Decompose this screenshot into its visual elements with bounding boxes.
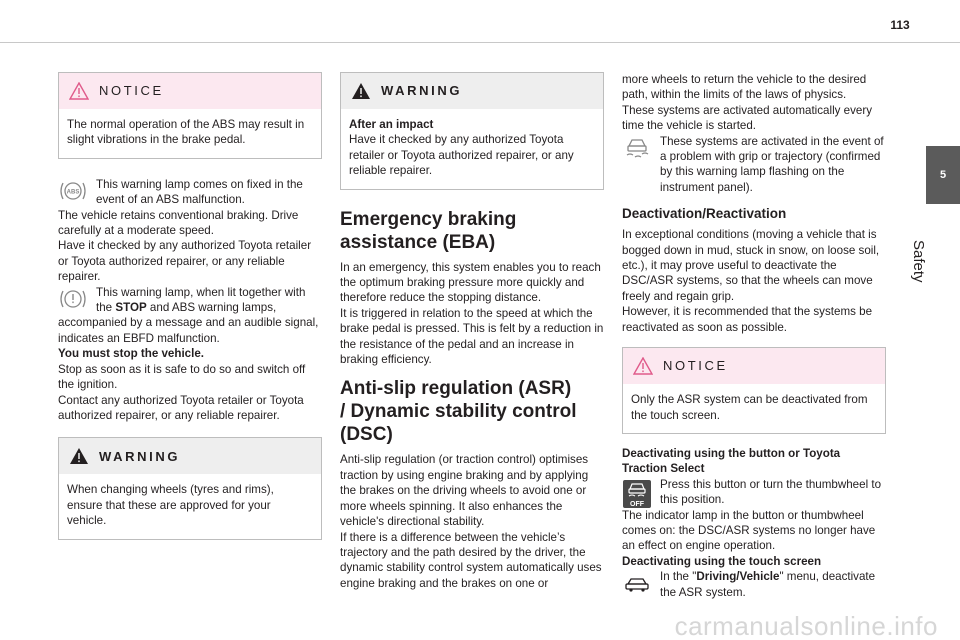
must-stop-text: You must stop the vehicle. (58, 347, 205, 361)
notice-title: NOTICE (663, 358, 728, 374)
activated-text: These systems are activated automatically every time the vehicle is started. (622, 103, 873, 133)
eba-paragraph-2: It is triggered in relation to the speed at which the brake pedal is pressed. This is felt by a reduction in the resistance of the pedal and an increase in braking efficiency. (340, 306, 604, 367)
abs-lamp-lead: This warning lamp comes on fixed in the event of an ABS malfunction. (96, 177, 303, 207)
dsc-warning-lamp-icon (622, 136, 652, 160)
contact-text: Contact any authorized Toyota retailer or Toyota authorized repairer, or any reliable repairer. (58, 393, 304, 422)
warning-title: WARNING (99, 448, 181, 464)
button-text: Press this button or turn the thumbwheel to this position. (660, 477, 882, 507)
abs-lamp-rest: The vehicle retains conventional braking. Drive carefully at a moderate speed. (58, 208, 299, 238)
abs-icon-label: ABS (66, 189, 80, 196)
section-tab[interactable]: 5 (926, 146, 960, 204)
brake-warning-lamp-icon (58, 287, 88, 311)
notice-header (59, 73, 321, 109)
button-paragraph (622, 477, 886, 508)
eba-heading: Emergency braking assistance (EBA) (340, 208, 517, 253)
notice-header (623, 348, 885, 384)
warning-box (340, 72, 604, 190)
warning-triangle-icon (69, 447, 89, 465)
abs-lamp-paragraph (58, 177, 322, 285)
notice-box (58, 72, 322, 159)
warning-text: When changing wheels (tyres and rims), ensure that these are approved for your vehicle. (67, 483, 274, 528)
warning-title: WARNING (381, 83, 463, 99)
car-settings-icon (622, 571, 652, 595)
abs-lamp-rest2: Have it checked by any authorized Toyota retailer or Toyota authorized repairer, or any reliable repairer. (58, 239, 312, 284)
eba-paragraph-1: In an emergency, this system enables you to reach the optimum braking pressure more quickly and therefore reduce the stopping distance. (340, 260, 601, 305)
asr-continued: more wheels to return the vehicle to the desired path, within the limits of the laws of physics. (622, 73, 867, 102)
notice-box (622, 347, 886, 434)
notice-triangle-icon (633, 357, 653, 375)
asr-paragraph-1: Anti-slip regulation (or traction control) optimises traction by using engine braking and by applying the brakes on the driving wheels to avoid one or more wheels spinning. It also enhances the vehicle's directional stability. (340, 453, 589, 529)
abs-warning-lamp-icon (58, 179, 88, 203)
warning-triangle-icon (351, 82, 371, 100)
asr-paragraph-2: If there is a difference between the vehicle’s trajectory and the path desired by the driver, the dynamic stability control system automatically uses engine braking and the brakes on one or (340, 530, 602, 590)
off-label: OFF (630, 500, 644, 508)
column-1 (58, 72, 322, 540)
touch-paragraph (622, 569, 886, 600)
stop-instructions: Stop as soon as it is safe to do so and switch off the ignition. (58, 362, 306, 392)
notice-text: Only the ASR system can be deactivated from the touch screen. (631, 393, 868, 422)
deactivation-paragraph-2: However, it is recommended that the systems be reactivated as soon as possible. (622, 305, 873, 334)
column-2 (340, 72, 604, 591)
warning-box (58, 437, 322, 539)
ebfd-lamp-rest: accompanied by a message and an audible signal, indicates an EBFD malfunction. (58, 316, 319, 345)
notice-triangle-icon (69, 82, 89, 100)
notice-title: NOTICE (99, 83, 164, 99)
button-deactivation-heading: Deactivating using the button or Toyota Traction Select (622, 446, 841, 476)
dsc-lamp-paragraph (622, 134, 886, 196)
section-title: Safety (910, 240, 927, 283)
touch-deactivation-heading: Deactivating using the touch screen (622, 554, 822, 568)
column-3 (622, 72, 886, 600)
ebfd-lamp-lead: This warning lamp, when lit together with the STOP and ABS warning lamps, (96, 285, 306, 315)
deactivation-paragraph-1: In exceptional conditions (moving a vehicle that is bogged down in mud, stuck in snow, on loose soil, etc.), it may prove useful to deactivate the DSC/ASR systems, so that the wheels can move freely and regain grip. (622, 228, 880, 303)
warning-header (341, 73, 603, 109)
notice-text: The normal operation of the ABS may result in slight vibrations in the brake pedal. (67, 118, 305, 147)
warning-subtitle: After an impact (349, 118, 434, 131)
dsc-off-button-icon (622, 479, 652, 509)
watermark: carmanualsonline.info (674, 610, 938, 640)
ebfd-lamp-paragraph (58, 285, 322, 424)
warning-text: Have it checked by any authorized Toyota retailer or Toyota authorized repairer, or any reliable repairer. (349, 133, 574, 178)
indicator-text: The indicator lamp in the button or thumbwheel comes on: the DSC/ASR systems no longer have an effect on engine operation. (622, 508, 876, 553)
dsc-lamp-text: These systems are activated in the event of a problem with grip or trajectory (confirmed by this warning lamp flashing on the instrument panel). (660, 134, 884, 194)
deactivation-heading: Deactivation/Reactivation (622, 206, 787, 222)
touch-text: In the "Driving/Vehicle" menu, deactivate the ASR system. (660, 570, 876, 599)
asr-heading: Anti-slip regulation (ASR) / Dynamic stability control (DSC) (340, 378, 577, 446)
header-divider (0, 42, 960, 43)
page-number: 113 (890, 18, 910, 32)
warning-header (59, 438, 321, 474)
